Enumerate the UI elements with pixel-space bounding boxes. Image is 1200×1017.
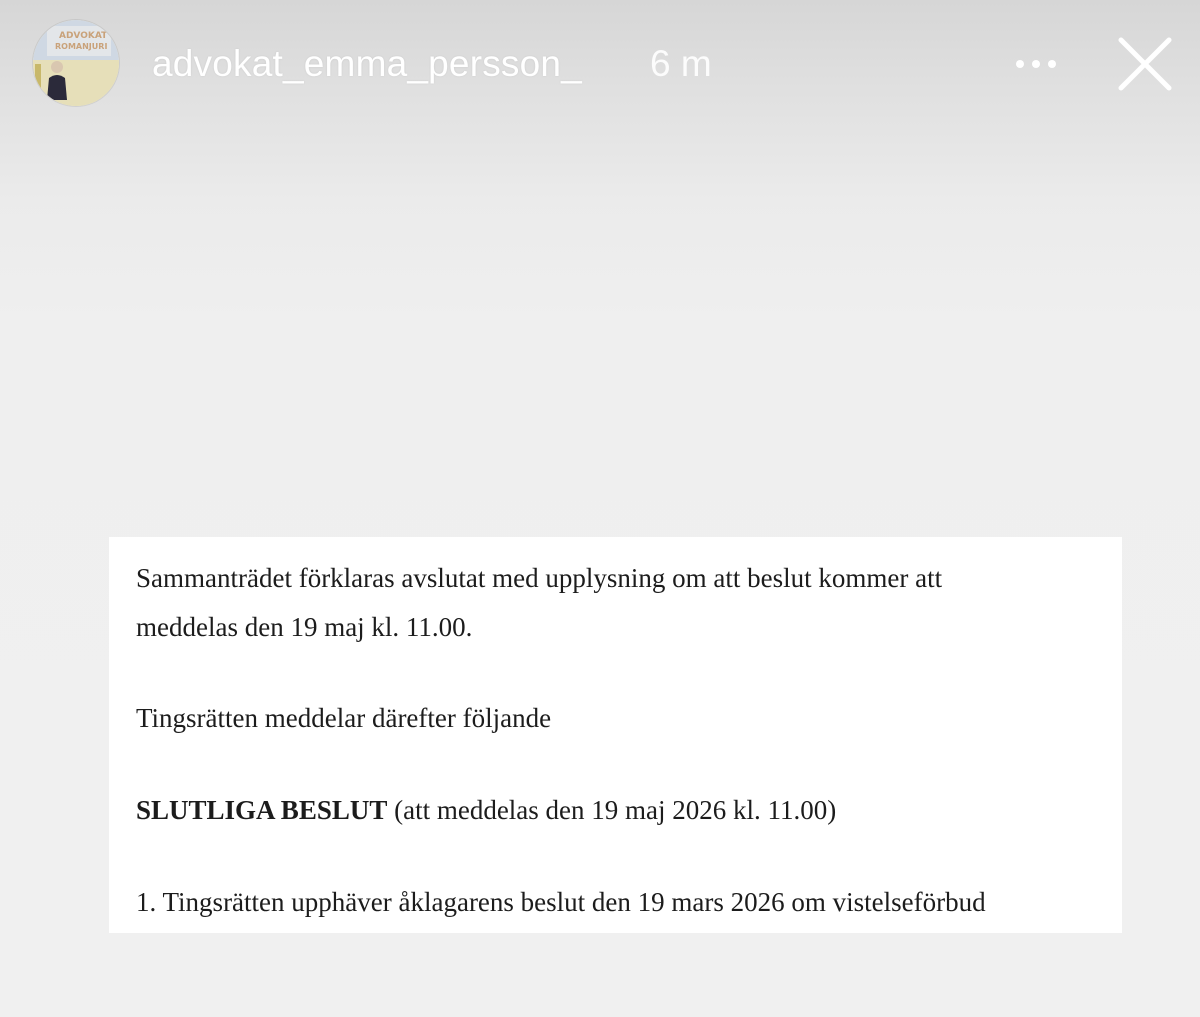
avatar-text-line2: ROMANJURI [55,42,108,51]
document-heading-bold: SLUTLIGA BESLUT [136,795,388,825]
profile-avatar[interactable] [33,20,119,106]
document-heading [136,793,836,827]
court-document-excerpt [109,537,1122,933]
document-heading-rest: (att meddelas den 19 maj 2026 kl. 11.00) [387,795,837,825]
avatar-text-line1: ADVOKAT [59,31,108,41]
avatar-photo [33,20,119,106]
story-header [0,0,1200,130]
document-paragraph-1-line-1: Sammanträdet förklaras avslutat med upplysning om att beslut kommer att [136,563,943,593]
document-item-1: 1. Tingsrätten upphäver åklagarens beslut den 19 mars 2026 om vistelseförbud [136,887,986,917]
close-icon [1112,34,1178,96]
more-options-button[interactable] [1008,46,1064,82]
close-story-button[interactable] [1112,34,1178,96]
more-horizontal-icon [1008,46,1064,82]
story-username[interactable]: advokat_emma_persson_ [152,43,582,84]
story-timestamp: 6 m [650,43,712,84]
document-paragraph-2: Tingsrätten meddelar därefter följande [136,703,552,733]
document-paragraph-1-line-2: meddelas den 19 maj kl. 11.00. [136,612,473,642]
